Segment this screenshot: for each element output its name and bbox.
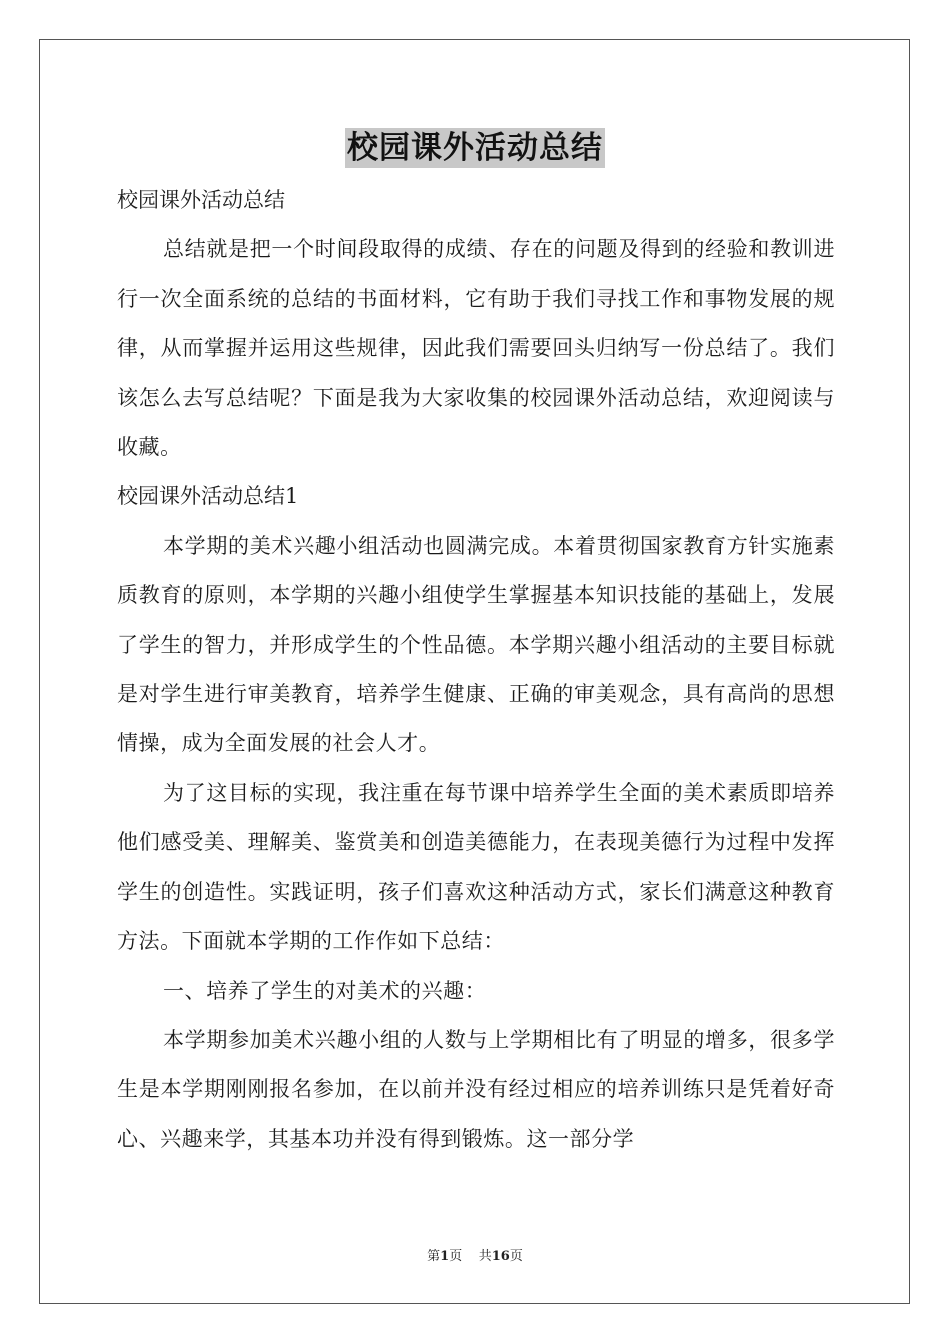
page-footer: [0, 1249, 950, 1265]
body-paragraph: 本学期参加美术兴趣小组的人数与上学期相比有了明显的增多，很多学生是本学期刚刚报名参加，在以前并没有经过相应的培养训练只是凭着好奇心、兴趣来学，其基本功并没有得到锻炼。这一部分学: [117, 1027, 835, 1151]
body-paragraph: 总结就是把一个时间段取得的成绩、存在的问题及得到的经验和教训进行一次全面系统的总结的书面材料，它有助于我们寻找工作和事物发展的规律，从而掌握并运用这些规律，因此我们需要回头归纳写一份总结了。我们该怎么去写总结呢？下面是我为大家收集的校园课外活动总结，欢迎阅读与收藏。: [117, 237, 835, 460]
title-container: [0, 128, 950, 168]
total-unit: 页: [509, 1249, 523, 1264]
total-prefix: 共: [478, 1249, 492, 1264]
page-prefix: 第: [427, 1249, 441, 1264]
body-paragraph: 本学期的美术兴趣小组活动也圆满完成。本着贯彻国家教育方针实施素质教育的原则，本学期的兴趣小组使学生掌握基本知识技能的基础上，发展了学生的智力，并形成学生的个性品德。本学期兴趣小组活动的主要目标就是对学生进行审美教育，培养学生健康、正确的审美观念，具有高尚的思想情操，成为全面发展的社会人才。: [117, 533, 835, 756]
section-heading: 校园课外活动总结: [117, 188, 285, 212]
body-paragraph: 为了这目标的实现，我注重在每节课中培养学生全面的美术素质即培养他们感受美、理解美、鉴赏美和创造美德能力，在表现美德行为过程中发挥学生的创造性。实践证明，孩子们喜欢这种活动方式，家长们满意这种教育方法。下面就本学期的工作作如下总结：: [117, 780, 835, 954]
document-title: 校园课外活动总结: [347, 130, 603, 166]
document-body: [117, 176, 835, 1164]
page-current-number: 1: [440, 1249, 450, 1264]
page-unit: 页: [449, 1249, 463, 1264]
section-heading: 校园课外活动总结1: [117, 484, 299, 509]
page-total-number: 16: [491, 1249, 510, 1264]
body-paragraph: 一、培养了学生的对美术的兴趣：: [163, 978, 487, 1003]
